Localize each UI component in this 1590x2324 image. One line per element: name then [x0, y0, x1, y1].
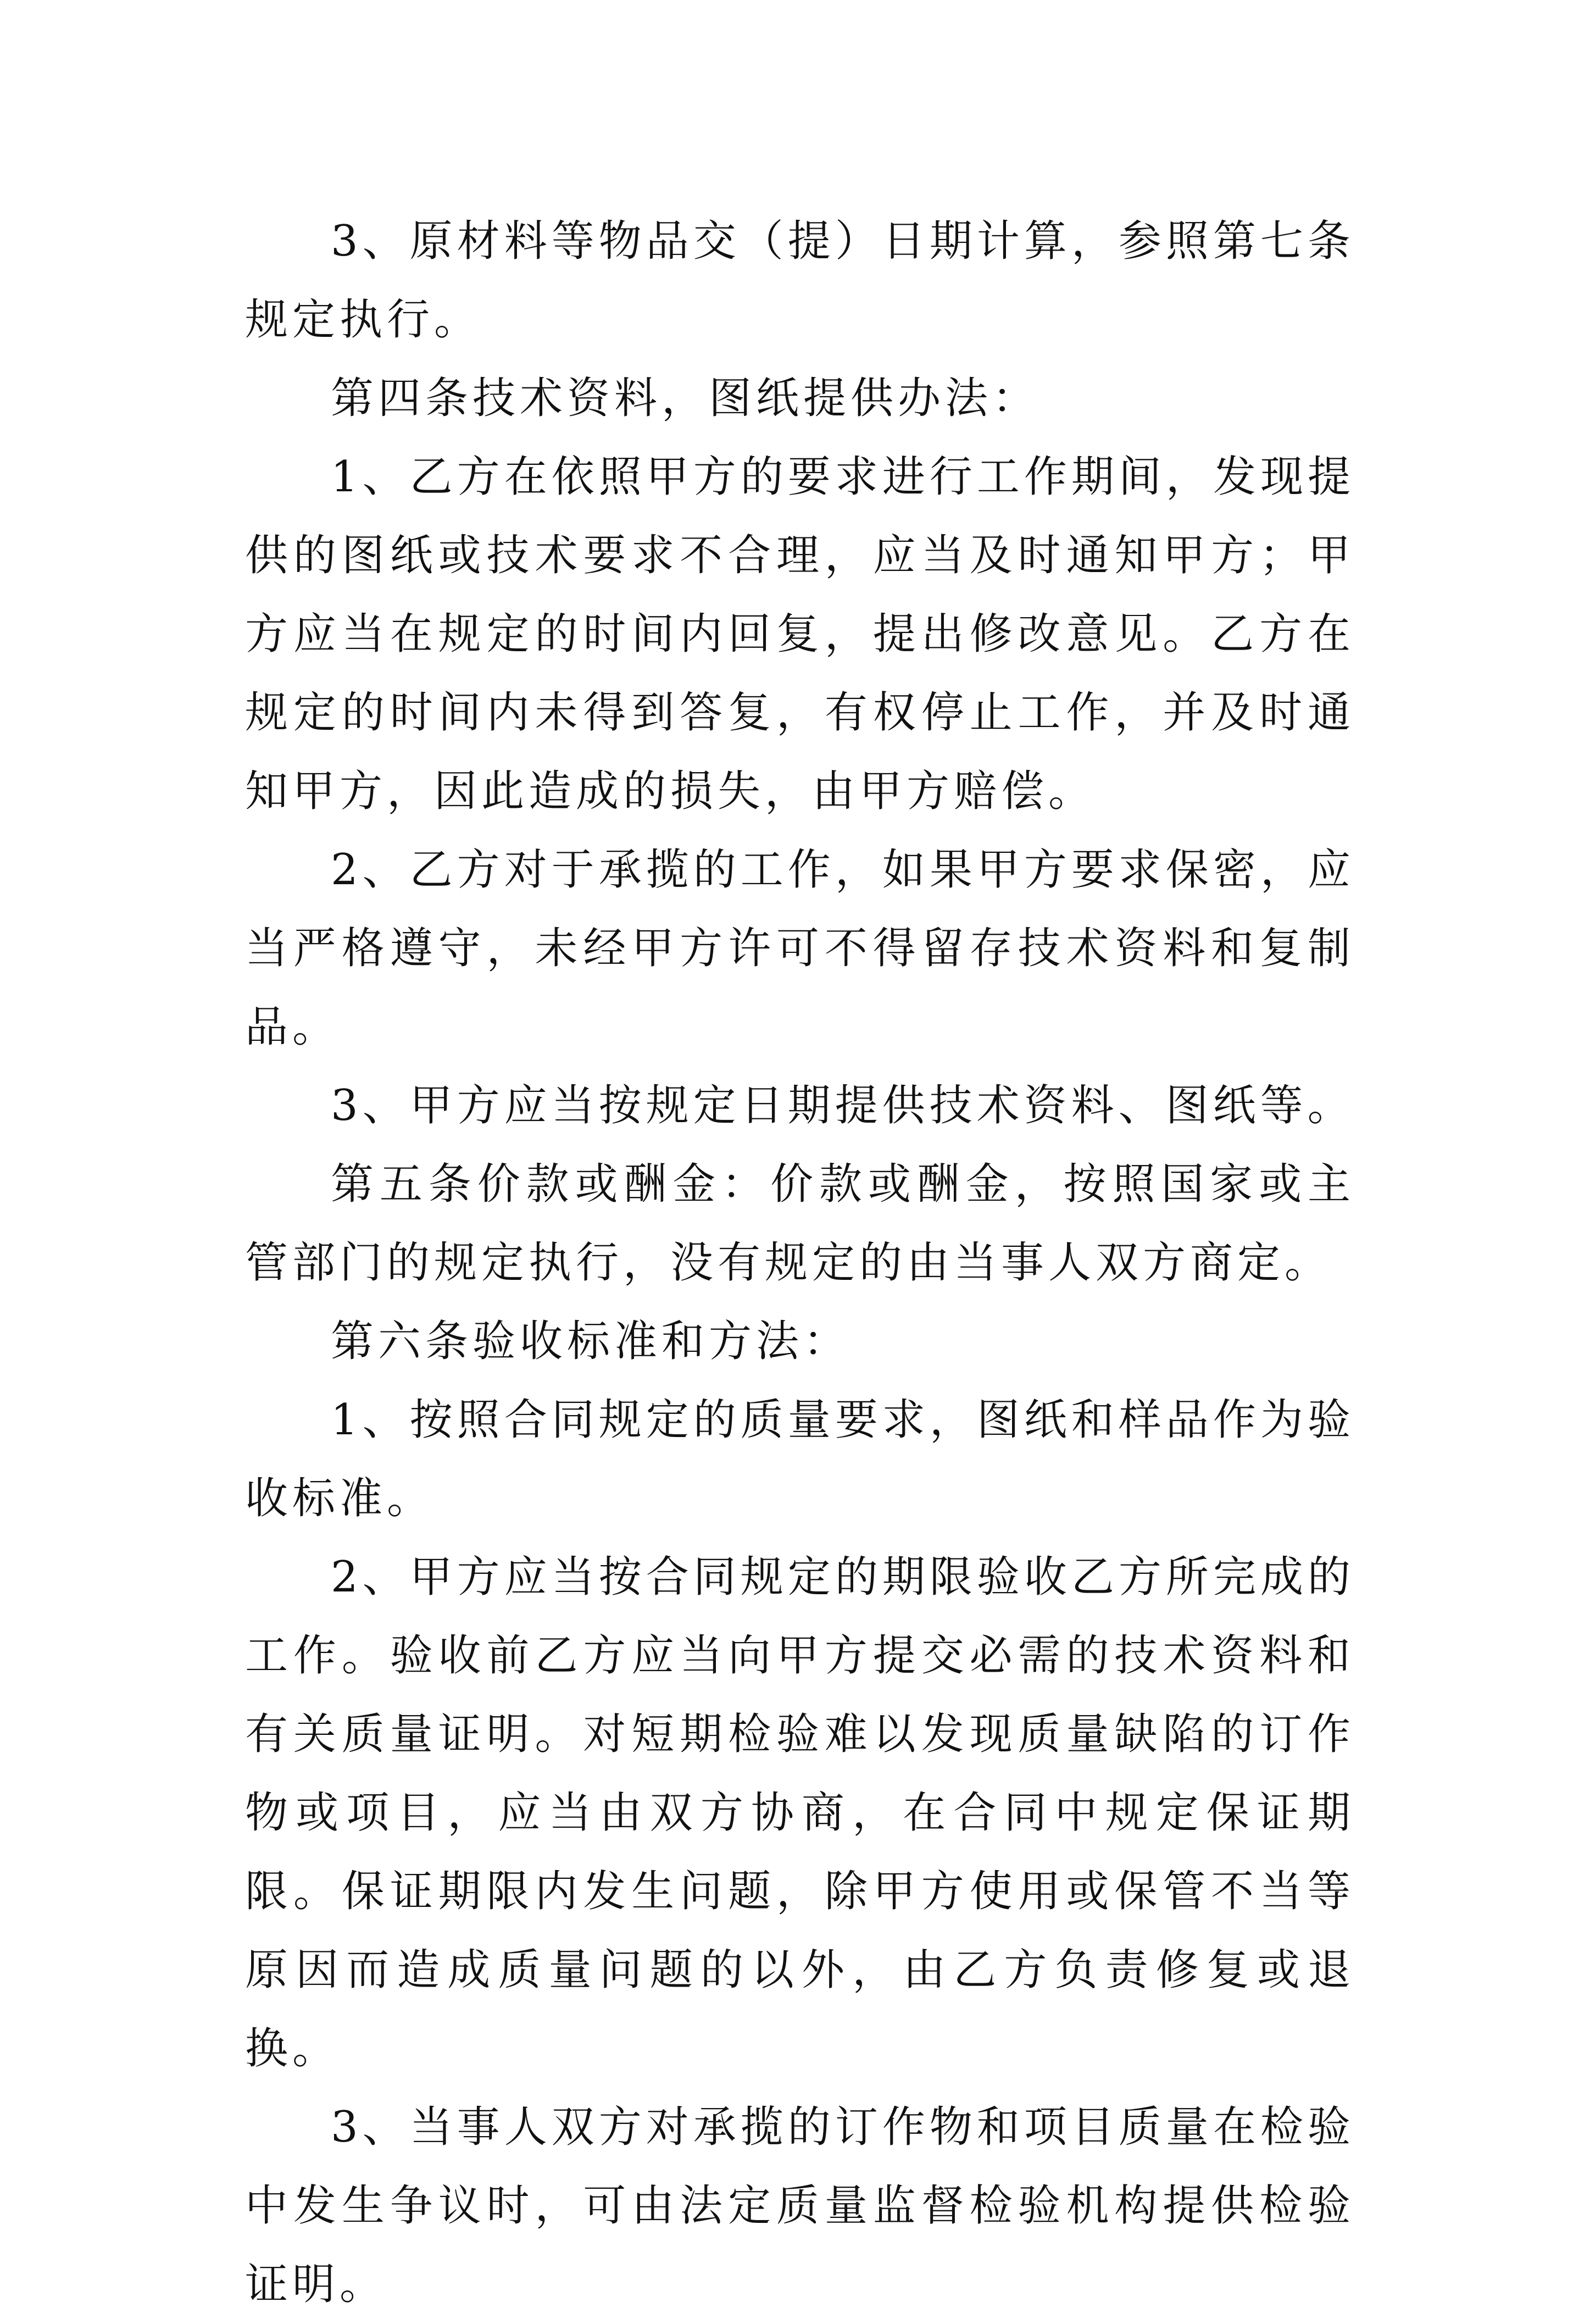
paragraph-article-4-item-2: 2、乙方对于承揽的工作，如果甲方要求保密，应当严格遵守，未经甲方许可不得留存技术资料和复制品。 [245, 845, 1355, 1052]
paragraph-article-6-heading: 第六条验收标准和方法： [331, 1317, 851, 1366]
paragraph-article-6-item-3: 3、当事人双方对承揽的订作物和项目质量在检验中发生争议时，可由法定质量监督检验机构提供检验证明。 [245, 2103, 1355, 2309]
paragraph-article-5: 第五条价款或酬金：价款或酬金，按照国家或主管部门的规定执行，没有规定的由当事人双方商定。 [245, 1160, 1355, 1288]
contract-body [245, 202, 1355, 2324]
paragraph-article-6-item-1: 1、按照合同规定的质量要求，图纸和样品作为验收标准。 [245, 1395, 1355, 1523]
paragraph-article-4-heading: 第四条技术资料，图纸提供办法： [331, 374, 1040, 423]
paragraph-article-6-item-2: 2、甲方应当按合同规定的期限验收乙方所完成的工作。验收前乙方应当向甲方提交必需的技术资料和有关质量证明。对短期检验难以发现质量缺陷的订作物或项目，应当由双方协商，在合同中规定保证期限。保证期限内发生问题，除甲方使用或保管不当等原因而造成质量问题的以外，由乙方负责修复或退换。 [245, 1552, 1355, 2073]
paragraph-article-4-item-1: 1、乙方在依照甲方的要求进行工作期间，发现提供的图纸或技术要求不合理，应当及时通知甲方；甲方应当在规定的时间内回复，提出修改意见。乙方在规定的时间内未得到答复，有权停止工作，并及时通知甲方，因此造成的损失，由甲方赔偿。 [245, 452, 1355, 816]
paragraph-material-delivery-date: 3、原材料等物品交（提）日期计算，参照第七条规定执行。 [245, 217, 1355, 345]
paragraph-article-4-item-3: 3、甲方应当按规定日期提供技术资料、图纸等。 [331, 1081, 1355, 1130]
